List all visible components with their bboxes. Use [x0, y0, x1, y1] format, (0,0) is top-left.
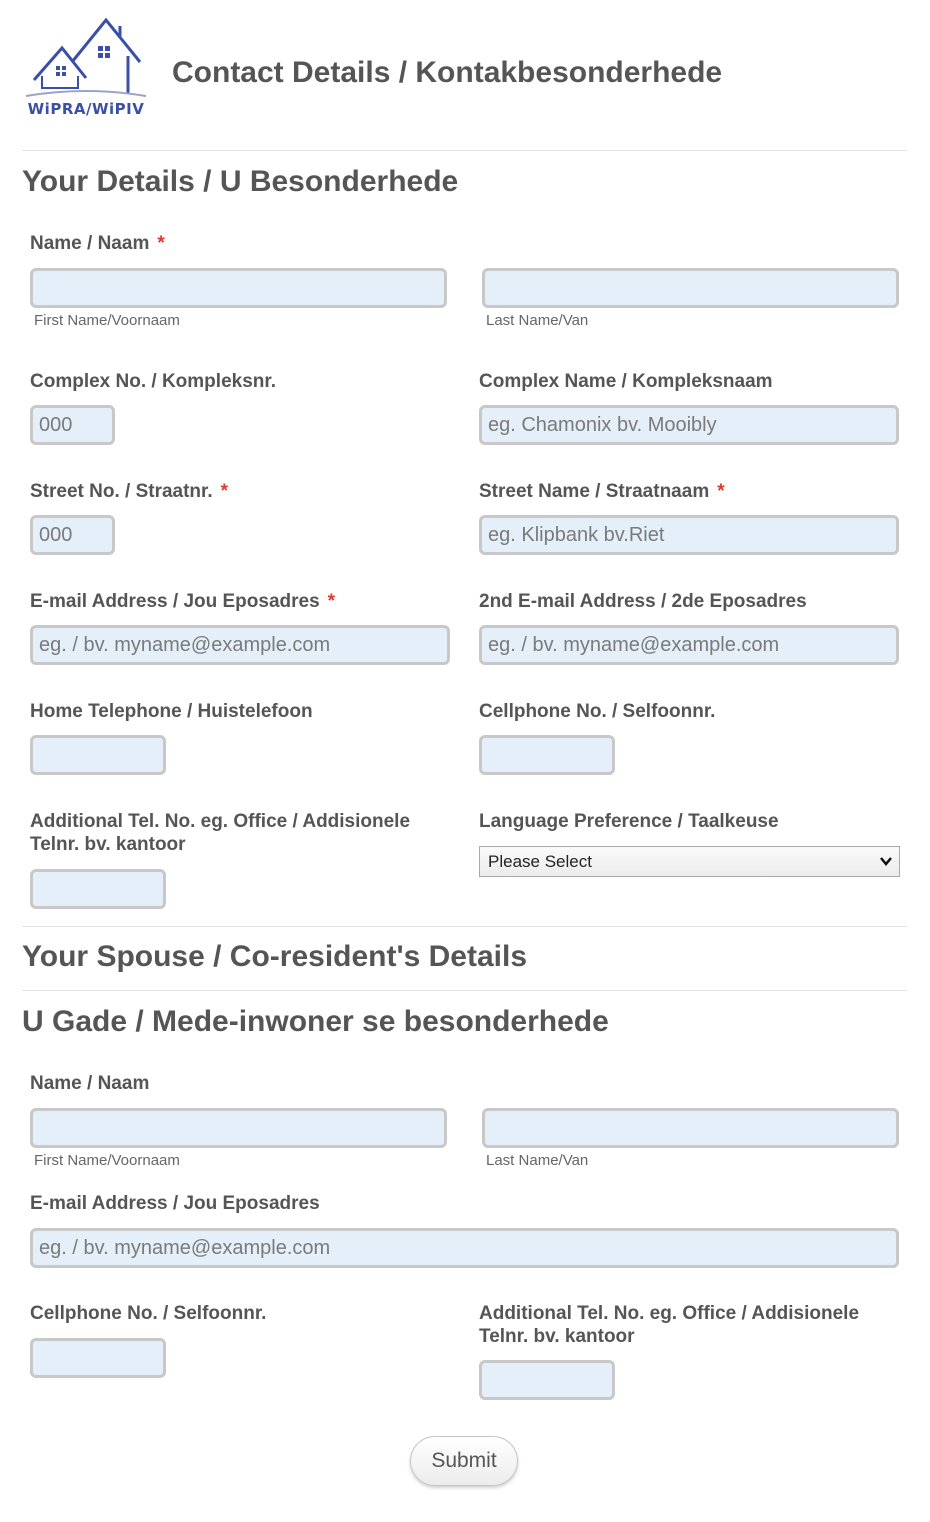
home-tel-label: Home Telephone / Huistelefoon — [30, 701, 313, 722]
street-name-label: Street Name / Straatnaam * — [479, 481, 725, 502]
spouse-name-label: Name / Naam — [30, 1073, 150, 1094]
complex-no-label: Complex No. / Kompleksnr. — [30, 371, 276, 392]
street-no-label: Street No. / Straatnr. * — [30, 481, 229, 502]
complex-name-label: Complex Name / Kompleksnaam — [479, 371, 773, 392]
language-label: Language Preference / Taalkeuse — [479, 811, 779, 832]
spouse-additional-tel-label: Additional Tel. No. eg. Office / Addisionele Telnr. bv. kantoor — [479, 1303, 860, 1347]
spouse-first-name-input[interactable] — [30, 1108, 447, 1148]
additional-tel-label: Additional Tel. No. eg. Office / Addisionele Telnr. bv. kantoor — [30, 811, 411, 855]
logo — [22, 16, 150, 126]
spouse-af-divider — [22, 990, 907, 991]
required-marker: * — [327, 591, 336, 612]
first-name-sublabel: First Name/Voornaam — [34, 312, 180, 329]
cellphone-label: Cellphone No. / Selfoonnr. — [479, 701, 716, 722]
last-name-input[interactable] — [482, 268, 899, 308]
spouse-first-name-sublabel: First Name/Voornaam — [34, 1152, 180, 1169]
language-select[interactable] — [479, 846, 900, 877]
first-name-input[interactable] — [30, 268, 447, 308]
section-title-spouse-af: U Gade / Mede-inwoner se besonderhede — [22, 1005, 609, 1038]
logo-text: WiPRA/WiPIV — [27, 100, 145, 118]
required-marker: * — [220, 481, 229, 502]
complex-no-input[interactable]: 000 — [30, 405, 115, 445]
street-no-input[interactable]: 000 — [30, 515, 115, 555]
email-input[interactable]: eg. / bv. myname@example.com — [30, 625, 450, 665]
header-divider — [22, 150, 907, 151]
spouse-cellphone-input[interactable] — [30, 1338, 166, 1378]
required-marker: * — [717, 481, 725, 502]
name-label: Name / Naam * — [30, 233, 165, 254]
spouse-additional-tel-input[interactable] — [479, 1360, 615, 1400]
additional-tel-input[interactable] — [30, 869, 166, 909]
email2-label: 2nd E-mail Address / 2de Eposadres — [479, 591, 807, 612]
spouse-divider — [22, 926, 907, 927]
cellphone-input[interactable] — [479, 735, 615, 775]
language-selected-value: Please Select — [488, 852, 592, 871]
page-title: Contact Details / Kontakbesonderhede — [172, 56, 723, 89]
street-name-input[interactable]: eg. Klipbank bv.Riet — [479, 515, 899, 555]
spouse-last-name-sublabel: Last Name/Van — [486, 1152, 589, 1169]
spouse-email-input[interactable]: eg. / bv. myname@example.com — [30, 1228, 899, 1268]
section-title-spouse: Your Spouse / Co-resident's Details — [22, 940, 528, 973]
last-name-sublabel: Last Name/Van — [486, 312, 589, 329]
spouse-cellphone-label: Cellphone No. / Selfoonnr. — [30, 1303, 267, 1324]
email2-input[interactable]: eg. / bv. myname@example.com — [479, 625, 899, 665]
house-logo-icon — [22, 16, 150, 102]
required-marker: * — [157, 233, 165, 254]
chevron-down-icon — [879, 855, 893, 867]
submit-button[interactable]: Submit — [410, 1436, 518, 1486]
spouse-last-name-input[interactable] — [482, 1108, 899, 1148]
spouse-email-label: E-mail Address / Jou Eposadres — [30, 1193, 320, 1214]
complex-name-input[interactable]: eg. Chamonix bv. Mooibly — [479, 405, 899, 445]
section-title-your-details: Your Details / U Besonderhede — [22, 165, 459, 198]
email-label: E-mail Address / Jou Eposadres * — [30, 591, 336, 612]
home-tel-input[interactable] — [30, 735, 166, 775]
